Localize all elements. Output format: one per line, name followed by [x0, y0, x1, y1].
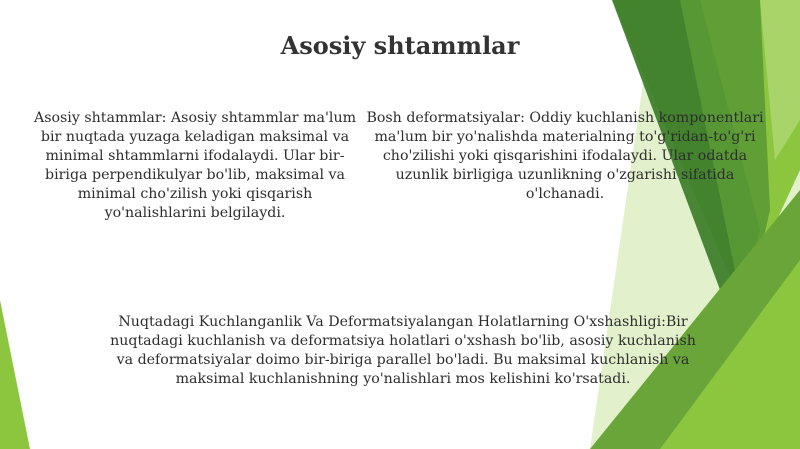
right-paragraph: Bosh deformatsiyalar: Oddiy kuchlanish komponentlari ma'lum bir yo'nalishda materialning to'g'ridan-to'g'ri cho'zilishi yoki qisqarishini ifodalaydi. Ular odatda uzunlik birligiga uzunlikning o'zgarishi sifatida o'lchanadi.: [366, 110, 764, 202]
left-paragraph: Asosiy shtammlar: Asosiy shtammlar ma'lum bir nuqtada yuzaga keladigan maksimal va minimal shtammlarni ifodalaydi. Ular bir-biriga perpendikulyar bo'lib, maksimal va minimal cho'zilish yoki qisqarish yo'nalishlarini belgilaydi.: [33, 110, 357, 221]
bottom-paragraph: Nuqtadagi Kuchlanganlik Va Deformatsiyalangan Holatlarning O'xshashligi:Bir nuqtadagi kuchlanish va deformatsiya holatlari o'xshash bo'lib, asosiy kuchlanish va deformatsiyalar doimo bir-biriga parallel bo'ladi. Bu maksimal kuchlanish va maksimal kuchlanishning yo'nalishlari mos kelishini ko'rsatadi.: [110, 314, 696, 387]
slide-title: Asosiy shtammlar: [280, 31, 520, 60]
deco-left-wedge: [0, 300, 30, 449]
